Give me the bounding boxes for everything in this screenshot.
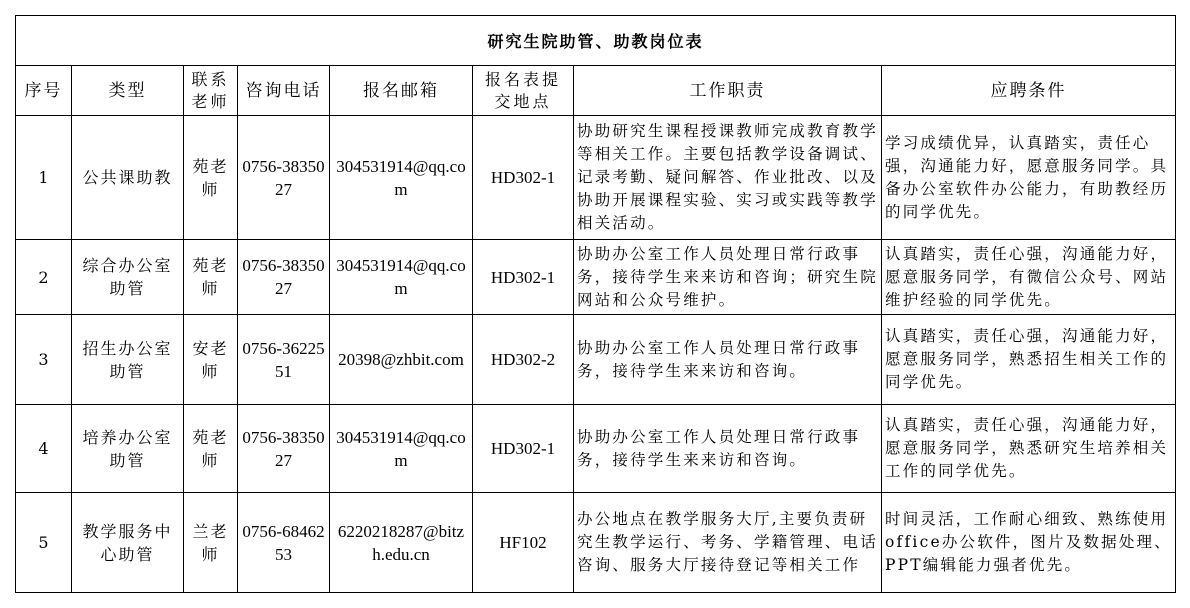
- row-teacher: 苑老师: [184, 116, 238, 240]
- header-email: 报名邮箱: [330, 66, 473, 116]
- row-requirements: 认真踏实，责任心强，沟通能力好，愿意服务同学，熟悉招生相关工作的同学优先。: [882, 315, 1176, 405]
- row-requirements: 认真踏实，责任心强，沟通能力好，愿意服务同学，有微信公众号、网站维护经验的同学优先。: [882, 240, 1176, 315]
- row-email: 20398@zhbit.com: [330, 315, 473, 405]
- row-duties: 协助办公室工作人员处理日常行政事务，接待学生来来访和咨询；研究生院网站和公众号维护。: [574, 240, 882, 315]
- header-requirements: 应聘条件: [882, 66, 1176, 116]
- row-teacher: 苑老师: [184, 405, 238, 493]
- row-duties: 协助办公室工作人员处理日常行政事务，接待学生来来访和咨询。: [574, 315, 882, 405]
- row-requirements: 时间灵活，工作耐心细致、熟练使用office办公软件，图片及数据处理、PPT编辑能力强者优先。: [882, 493, 1176, 593]
- header-duties: 工作职责: [574, 66, 882, 116]
- row-index: 5: [16, 493, 72, 593]
- header-row: [16, 66, 1176, 116]
- row-requirements: 认真踏实，责任心强，沟通能力好，愿意服务同学，熟悉研究生培养相关工作的同学优先。: [882, 405, 1176, 493]
- row-location: HD302-1: [473, 116, 574, 240]
- header-type: 类型: [72, 66, 184, 116]
- row-index: 2: [16, 240, 72, 315]
- row-phone: 0756-3835027: [238, 116, 330, 240]
- row-email: 304531914@qq.com: [330, 116, 473, 240]
- row-index: 4: [16, 405, 72, 493]
- position-sheet: [15, 15, 1175, 593]
- row-email: 6220218287@bitzh.edu.cn: [330, 493, 473, 593]
- header-index: 序号: [16, 66, 72, 116]
- row-index: 1: [16, 116, 72, 240]
- table-row: [16, 315, 1176, 405]
- row-phone: 0756-3835027: [238, 240, 330, 315]
- row-teacher: 兰老师: [184, 493, 238, 593]
- positions-table: [15, 15, 1176, 593]
- header-phone: 咨询电话: [238, 66, 330, 116]
- row-location: HF102: [473, 493, 574, 593]
- row-duties: 协助研究生课程授课教师完成教育教学等相关工作。主要包括教学设备调试、记录考勤、疑问解答、作业批改、以及协助开展课程实验、实习或实践等教学相关活动。: [574, 116, 882, 240]
- row-email: 304531914@qq.com: [330, 405, 473, 493]
- row-phone: 0756-3622551: [238, 315, 330, 405]
- title-row: [16, 16, 1176, 66]
- row-email: 304531914@qq.com: [330, 240, 473, 315]
- row-teacher: 苑老师: [184, 240, 238, 315]
- table-row: [16, 240, 1176, 315]
- row-location: HD302-2: [473, 315, 574, 405]
- row-location: HD302-1: [473, 405, 574, 493]
- row-type: 培养办公室助管: [72, 405, 184, 493]
- table-row: [16, 405, 1176, 493]
- row-index: 3: [16, 315, 72, 405]
- row-type: 教学服务中心助管: [72, 493, 184, 593]
- header-teacher: 联系老师: [184, 66, 238, 116]
- row-type: 招生办公室助管: [72, 315, 184, 405]
- row-phone: 0756-3835027: [238, 405, 330, 493]
- row-type: 综合办公室助管: [72, 240, 184, 315]
- table-title: 研究生院助管、助教岗位表: [16, 16, 1176, 66]
- row-requirements: 学习成绩优异，认真踏实，责任心强，沟通能力好，愿意服务同学。具备办公室软件办公能力，有助教经历的同学优先。: [882, 116, 1176, 240]
- row-type: 公共课助教: [72, 116, 184, 240]
- row-duties: 办公地点在教学服务大厅,主要负责研究生教学运行、考务、学籍管理、电话咨询、服务大厅接待登记等相关工作: [574, 493, 882, 593]
- header-location: 报名表提交地点: [473, 66, 574, 116]
- row-phone: 0756-6846253: [238, 493, 330, 593]
- row-teacher: 安老师: [184, 315, 238, 405]
- row-duties: 协助办公室工作人员处理日常行政事务，接待学生来来访和咨询。: [574, 405, 882, 493]
- table-row: [16, 116, 1176, 240]
- row-location: HD302-1: [473, 240, 574, 315]
- table-row: [16, 493, 1176, 593]
